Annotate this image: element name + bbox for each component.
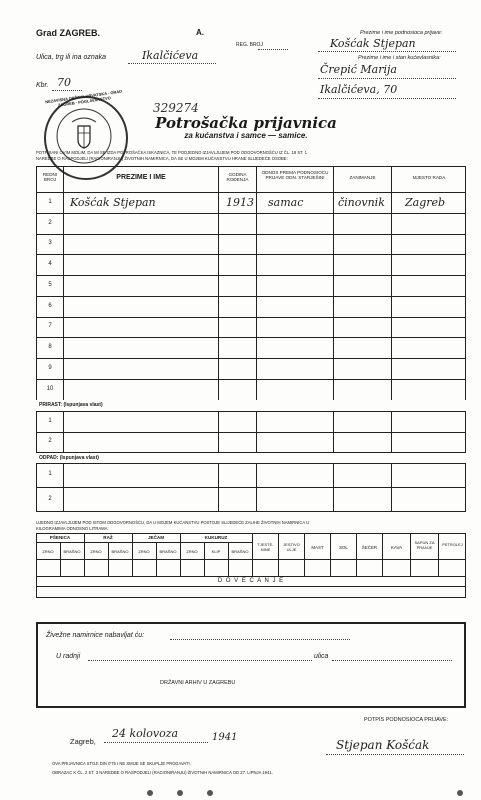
row-number: 2 xyxy=(48,220,52,226)
row-number: 2 xyxy=(48,496,52,502)
house-label: Kbr. xyxy=(36,82,49,89)
signature-value: Stjepan Košćak xyxy=(336,738,430,752)
street-label: Ulica, trg ili ina oznaka xyxy=(36,54,107,61)
prirast-label: PRIRAST: (Ispunjava vlast) xyxy=(39,402,103,408)
archive-stamp: DRŽAVNI ARHIV U ZAGREBU xyxy=(160,680,236,686)
owner-label: Prezime i ime i stan kućevlasnika: xyxy=(358,55,441,61)
reg-broj-label: REG. BROJ xyxy=(236,42,263,48)
year-value: 1941 xyxy=(212,732,238,743)
house-value: 70 xyxy=(57,76,71,89)
price-note: OVA PRIJAVNICA STOJI DIN 0'75 I NE SMIJE SE SKUPLJE PRODAVATI. xyxy=(52,761,191,766)
intro-line-2: NAREDBE O RASPODJELI (RACIONIRANJU) ŽIVOTNIH NAMIRNICA, DA SE U MOJEM KUĆANSTVU HRANE SLIJEDEĆE OSOBE: xyxy=(36,156,288,161)
row-number: 5 xyxy=(48,282,52,288)
sub-klip: KLIP xyxy=(211,549,221,554)
seal-text: NEZAVISNA DRŽAVA HRVATSKA · GRAD ZAGREB · POGLAVARSTVO xyxy=(44,88,123,108)
owner-line-2 xyxy=(318,98,456,99)
row-number: 4 xyxy=(48,261,52,267)
street-value: Ikalčićeva xyxy=(142,49,199,62)
serial-number: 329274 xyxy=(153,101,199,115)
row-number: 8 xyxy=(48,344,52,350)
owner-value-2: Ikalčićeva, 70 xyxy=(320,83,398,96)
row1-place: Zagreb xyxy=(405,196,446,209)
form-title: Potrošačka prijavnica xyxy=(155,114,337,132)
row-number: 2 xyxy=(48,438,52,444)
ulica-label: ulica xyxy=(314,653,329,660)
ulica-line xyxy=(332,660,452,661)
date-line xyxy=(104,742,208,743)
applicant-line xyxy=(318,51,456,52)
col-tjestenine: TJESTE-NINE xyxy=(257,542,274,552)
row-number: 1 xyxy=(48,199,52,205)
col-kava: KAVA xyxy=(390,545,403,550)
row1-relation: samac xyxy=(268,196,304,209)
row1-name: Košćak Stjepan xyxy=(70,196,156,209)
col-secer: ŠEĆER xyxy=(361,545,378,550)
col-mjesto: MJESTO RADA xyxy=(412,175,446,180)
col-petrolej: PETROLEJ xyxy=(442,542,463,547)
reg-broj-line xyxy=(258,49,288,50)
row1-job: činovnik xyxy=(338,196,385,209)
sub-brasno: BRAŠNO xyxy=(231,549,249,554)
signature-line xyxy=(326,754,464,755)
sub-zrno: ZRNO xyxy=(186,549,198,554)
sub-brasno: BRAŠNO xyxy=(63,549,81,554)
sub-brasno: BRAŠNO xyxy=(111,549,129,554)
applicant-label: Prezime i ime podnosioca prijave: xyxy=(360,30,443,36)
sub-zrno: ZRNO xyxy=(138,549,150,554)
row-number: 10 xyxy=(46,386,54,392)
purchase-label: Živežne namirnice nabavljat ću: xyxy=(46,632,145,639)
dovecanje-label: D O V E Ć A N J E xyxy=(217,578,285,584)
street-line xyxy=(128,63,216,64)
stock-intro-1: UJEDNO IZJAVLJUJEM POD ISTOM ODGOVORNOŠĆU, DA U MOJEM KUĆANSTVU POSTOJE SLIJEDEĆE ZALIHE ŽIVOTNIH NAMIRNICA U xyxy=(36,520,310,525)
binding-holes-icon xyxy=(140,788,470,798)
sub-zrno: ZRNO xyxy=(90,549,102,554)
purchase-line-1 xyxy=(170,639,350,640)
u-radnji-label: U radnji xyxy=(56,653,81,660)
col-odnos: ODNOS PREMA PODNOSIOCU PRIJAVE ODN. STARJEŠINI xyxy=(261,170,329,180)
col-sapun: SAPUN ZA PRANJE xyxy=(414,540,435,550)
row-number: 1 xyxy=(48,418,52,424)
row-number: 9 xyxy=(48,365,52,371)
row1-year: 1913 xyxy=(226,196,254,209)
col-prezime: PREZIME I IME xyxy=(116,174,166,181)
row-number: 1 xyxy=(48,471,52,477)
col-mast: MAST xyxy=(311,545,324,550)
row-number: 3 xyxy=(48,240,52,246)
col-jestivo-ulje: JESTIVO ULJE xyxy=(283,542,300,552)
regulation-note: OBRAZAC K ČL. 2 ST. 3 NAREDBE O RASPODJELI (RACIONIRANJU) ŽIVOTNIH NAMIRNICA OD 27. LIPNJA 1941. xyxy=(52,770,273,775)
odpad-label: ODPAD: (Ispunjava vlast) xyxy=(39,455,99,461)
intro-line-1: POTPISANI OVIM MOLIM, DA MI SE IZDA POTROŠAČKA ISKAZNICA, TE PODJEDNO IZJAVLJUJEM POD ODGOVORNOŠĆU IZ ČL. 18 ST. 1 xyxy=(36,150,307,155)
col-broj: REDNI BROJ xyxy=(42,172,58,182)
signature-label: POTPIS PODNOSIOCA PRIJAVE: xyxy=(364,717,449,723)
owner-line-1 xyxy=(318,78,456,79)
row-number: 6 xyxy=(48,303,52,309)
sub-brasno: BRAŠNO xyxy=(159,549,177,554)
col-zanimanje: ZANIMANJE xyxy=(349,175,376,180)
owner-value-1: Črepić Marija xyxy=(320,63,397,76)
group-jecam: JEČAM xyxy=(147,535,165,540)
u-radnji-line xyxy=(88,660,312,661)
group-raz: RAŽ xyxy=(103,535,113,540)
stock-intro-2: KILOGRAMIMA ODNOSNO LITRAMA: xyxy=(36,526,109,531)
col-godina: GODINA ROĐENJA xyxy=(226,172,249,182)
group-kukuruz: KUKURUZ xyxy=(204,535,228,540)
group-psenica: PŠENICA xyxy=(49,535,71,540)
house-line xyxy=(52,90,82,91)
letter-a: A. xyxy=(196,28,204,37)
applicant-value: Košćak Stjepan xyxy=(330,37,416,50)
date-value: 24 kolovoza xyxy=(112,727,179,740)
place-label: Zagreb, xyxy=(70,737,96,746)
city-label: Grad ZAGREB. xyxy=(36,28,101,38)
col-sol: SOL xyxy=(339,545,348,550)
form-subtitle: za kućanstva i samce — samice. xyxy=(184,131,308,140)
row-number: 7 xyxy=(48,323,52,329)
sub-zrno: ZRNO xyxy=(42,549,54,554)
